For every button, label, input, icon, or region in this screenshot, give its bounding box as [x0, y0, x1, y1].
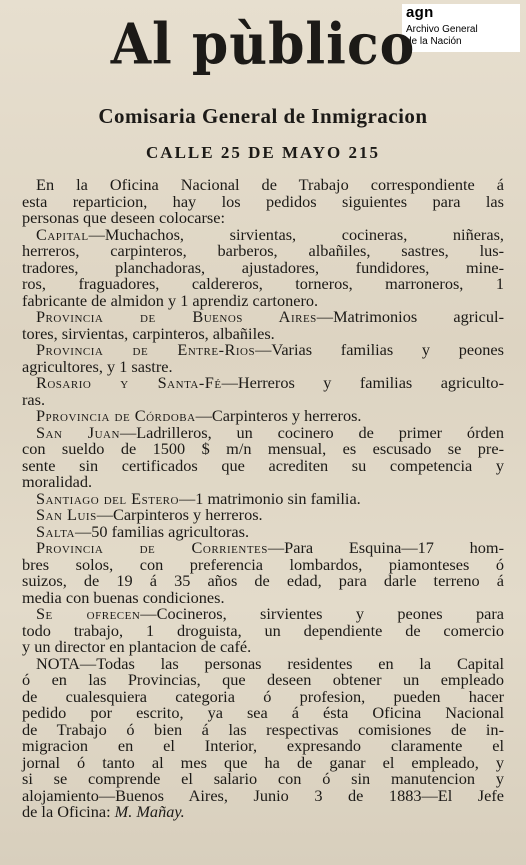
- line-text: suizos, de 19 á 35 años de edad, para darle terreno á: [22, 571, 504, 590]
- region-heading: Rosario y Santa-Fé: [36, 373, 222, 392]
- region-heading: Capital: [36, 224, 89, 244]
- line-text: jornal ó tanto al mes que ha de ganar el empleado, y: [22, 752, 504, 772]
- line-text: herreros, carpinteros, barberos, albañiles, sastres, lus-: [22, 241, 504, 260]
- agn-logo: agn: [406, 4, 434, 21]
- line-text: si se comprende el salario con ó sin manutencion y: [22, 769, 504, 788]
- line-text: alojamiento—Buenos Aires, Junio 3 de 1883—El Jefe: [22, 785, 504, 805]
- region-heading: Salta: [36, 521, 75, 541]
- line-text: personas que deseen colocarse:: [22, 208, 225, 227]
- text-line: [22, 375, 504, 392]
- line-text: —Carpinteros y herreros.: [195, 406, 362, 425]
- line-text: ros, fraguadores, caldereros, torneros, marroneros, 1: [22, 274, 504, 293]
- region-heading: Se ofrecen: [36, 604, 141, 623]
- line-text: —Cocineros, sirvientes y peones para: [140, 604, 504, 623]
- region-heading: Provincia de Buenos Aires: [36, 307, 317, 326]
- line-text: de Trabajo ó bien á las respectivas comisiones de in-: [22, 719, 504, 739]
- line-text: —Ladrilleros, un cocinero de primer órden: [119, 422, 504, 442]
- line-text: —Carpinteros y herreros.: [96, 505, 263, 524]
- notice-subtitle: Comisaria General de Inmigracion: [98, 104, 428, 128]
- line-text: sente sin certificados que acrediten su competencia y: [22, 455, 504, 475]
- line-text: agricultores, y 1 sastre.: [22, 356, 173, 376]
- region-heading: Pprovincia de Córdoba: [36, 406, 196, 425]
- line-text: —50 familias agricultoras.: [75, 521, 250, 541]
- watermark-line-1: Archivo General: [406, 24, 478, 35]
- signature-name: M. Mañay.: [114, 802, 185, 821]
- line-text: tradores, planchadoras, ajustadores, fundidores, mine-: [22, 257, 504, 277]
- line-text: con sueldo de 1500 $ m/n mensual, es escusado se pre-: [22, 439, 504, 458]
- notice-title: Al pùblico: [110, 11, 416, 78]
- line-text: ó en las Provincias, que deseen obtener un empleado: [22, 670, 504, 689]
- line-text: fabricante de almidon y 1 aprendiz cartonero.: [22, 290, 319, 310]
- line-text: de cualesquiera categoria ó profesion, pueden hacer: [22, 686, 504, 706]
- line-text: —1 matrimonio sin familia.: [178, 488, 361, 508]
- region-heading: Provincia de Entre-Rios: [36, 340, 256, 359]
- text-line: [22, 804, 504, 821]
- region-heading: Santiago del Estero: [36, 488, 179, 508]
- notice-address: CALLE 25 DE MAYO 215: [146, 143, 380, 162]
- text-line: [22, 455, 504, 475]
- watermark-line-2: de la Nación: [406, 36, 462, 47]
- line-text: —Herreros y familias agriculto-: [221, 373, 504, 392]
- region-heading: Provincia de Corrientes: [36, 538, 268, 557]
- notice-body: [22, 177, 504, 821]
- region-heading: San Luis: [36, 505, 97, 524]
- line-text: —Muchachos, sirvientas, cocineras, niñeras,: [88, 224, 504, 244]
- line-text: ras.: [22, 389, 46, 409]
- line-text: bres solos, con preferencia lombardos, piamonteses ó: [22, 554, 504, 574]
- line-text: pedido por escrito, ya sea á ésta Oficina Nacional: [22, 703, 504, 722]
- line-text: —Varias familias y peones: [255, 340, 504, 359]
- line-text: migracion en el Interior, expresando claramente el: [22, 736, 504, 755]
- line-text: NOTA—Todas las personas residentes en la Capital: [36, 653, 504, 673]
- line-text: En la Oficina Nacional de Trabajo correspondiente á: [36, 175, 504, 194]
- line-text: media con buenas condiciones.: [22, 587, 225, 607]
- line-text: de la Oficina:: [22, 802, 115, 821]
- line-text: y un director en plantacion de café.: [22, 637, 252, 656]
- region-heading: San Juan: [36, 422, 120, 442]
- line-text: —Para Esquina—17 hom-: [267, 538, 505, 557]
- line-text: todo trabajo, 1 droguista, un dependiente de comercio: [22, 620, 504, 640]
- line-text: tores, sirvientas, carpinteros, albañiles.: [22, 323, 275, 343]
- line-text: moralidad.: [22, 472, 93, 491]
- line-text: —Matrimonios agricul-: [316, 307, 504, 326]
- line-text: esta reparticion, hay los pedidos siguientes para las: [22, 191, 504, 211]
